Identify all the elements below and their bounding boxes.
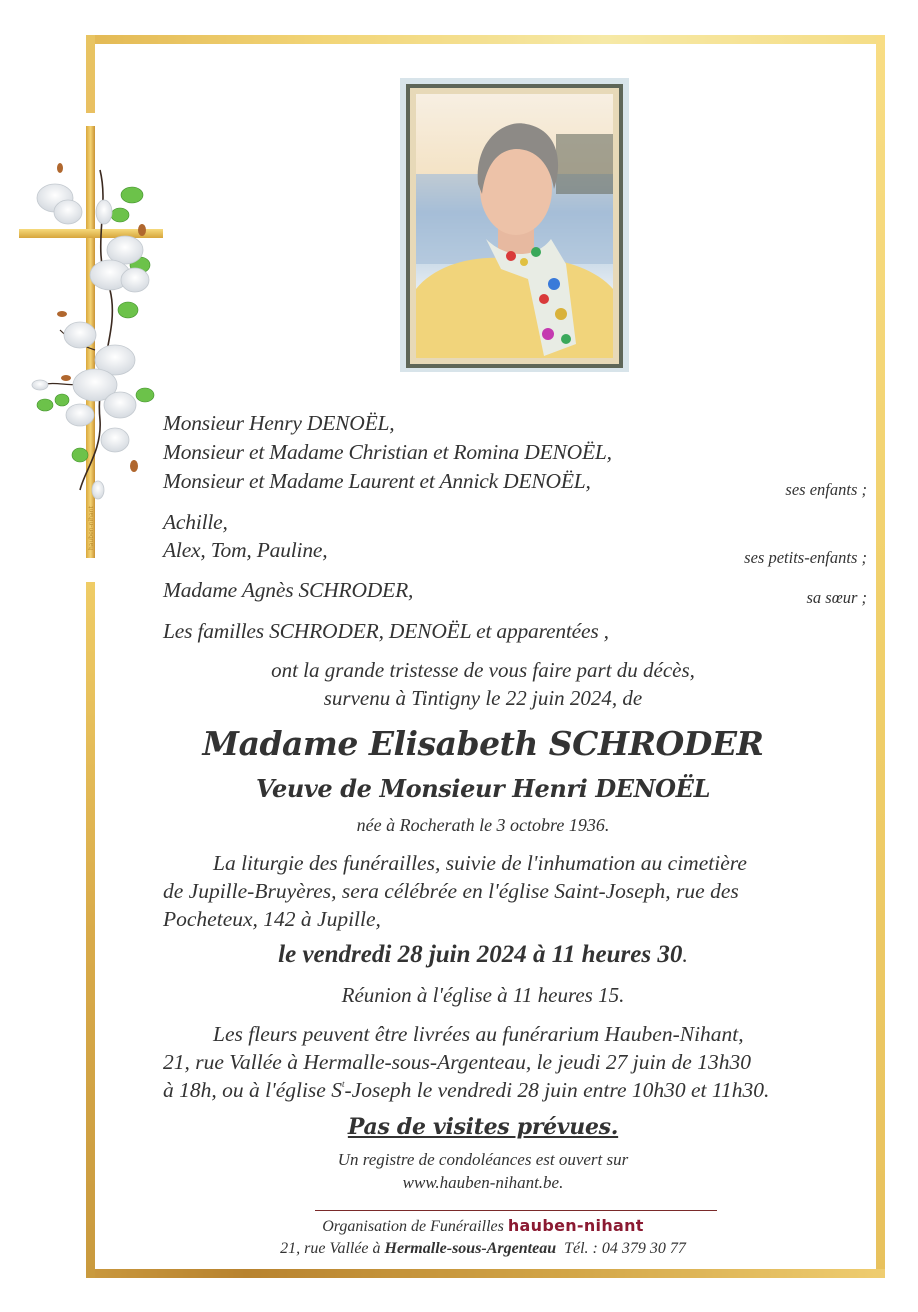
- relation-label: ses enfants ;: [785, 480, 867, 499]
- footer-address: [88, 1240, 878, 1258]
- flowers-line: Les fleurs peuvent être livrées au funérarium Hauben-Nihant,: [213, 1022, 744, 1046]
- flowers-line: [163, 1076, 868, 1104]
- funeral-line: de Jupille-Bruyères, sera célébrée en l'église Saint-Joseph, rue des: [163, 879, 739, 903]
- funeral-date-line: [88, 941, 878, 969]
- footer-phone: Tél. : 04 379 30 77: [564, 1240, 686, 1257]
- funeral-date: le vendredi 28 juin 2024 à 11 heures 30: [278, 941, 683, 968]
- family-member: Monsieur Henry DENOËL,: [163, 411, 395, 435]
- funeral-line: La liturgie des funérailles, suivie de l'inhumation au cimetière: [213, 851, 747, 875]
- frame-left-border-top: [86, 35, 95, 113]
- flowers-line-part: -Joseph le vendredi 28 juin entre 10h30 et 11h30.: [344, 1078, 770, 1102]
- family-member: Alex, Tom, Pauline,: [163, 538, 328, 562]
- photo-border: [406, 84, 623, 368]
- flowers-line: 21, rue Vallée à Hermalle-sous-Argenteau, le jeudi 27 juin de 13h30: [163, 1050, 751, 1074]
- funeral-paragraph: [163, 849, 868, 933]
- brand-logo: hauben-nihant: [507, 1216, 644, 1235]
- birth-info: née à Rocherath le 3 octobre 1936.: [356, 815, 610, 835]
- flowers-paragraph: [163, 1020, 868, 1104]
- funeral-line: Pocheteux, 142 à Jupille,: [163, 907, 381, 931]
- frame-bottom-border: [86, 1269, 885, 1278]
- family-member: Monsieur et Madame Laurent et Annick DENOËL,: [163, 469, 591, 493]
- announcement-line: ont la grande tristesse de vous faire part du décès,: [271, 658, 695, 682]
- footer-divider: [315, 1210, 717, 1211]
- portrait-photo-frame: [400, 78, 629, 372]
- register-line: Un registre de condoléances est ouvert sur: [337, 1150, 629, 1169]
- footer-address-prefix: 21, rue Vallée à: [280, 1240, 381, 1257]
- cross-watermark: hauben-nihant: [88, 506, 95, 550]
- family-member: Madame Agnès SCHRODER,: [163, 578, 414, 602]
- footer-organisation: [88, 1216, 878, 1236]
- frame-top-border: [86, 35, 884, 44]
- cross-with-flowers-icon: [0, 120, 180, 560]
- footer-address-city: Hermalle-sous-Argenteau: [384, 1240, 557, 1257]
- family-member: Les familles SCHRODER, DENOËL et apparentées ,: [163, 619, 609, 643]
- widow-of: Veuve de Monsieur Henri DENOËL: [255, 774, 711, 803]
- announcement-line: survenu à Tintigny le 22 juin 2024, de: [323, 686, 643, 710]
- relation-label: sa sœur ;: [806, 588, 867, 607]
- no-visits-notice: Pas de visites prévues.: [347, 1114, 619, 1140]
- family-member: Monsieur et Madame Christian et Romina DENOËL,: [163, 440, 612, 464]
- family-member: Achille,: [163, 510, 228, 534]
- meeting-info: Réunion à l'église à 11 heures 15.: [341, 983, 625, 1007]
- footer-org-prefix: Organisation de Funérailles: [322, 1218, 504, 1235]
- deceased-name: Madame Elisabeth SCHRODER: [202, 724, 764, 763]
- relation-label: ses petits-enfants ;: [744, 548, 867, 567]
- portrait-photo: [416, 94, 613, 358]
- register-website[interactable]: www.hauben-nihant.be.: [402, 1173, 564, 1192]
- superscript-t: t: [341, 1079, 345, 1089]
- frame-right-border: [876, 35, 885, 1278]
- flowers-line-part: à 18h, ou à l'église S: [163, 1078, 342, 1102]
- funeral-date-period: .: [682, 942, 688, 967]
